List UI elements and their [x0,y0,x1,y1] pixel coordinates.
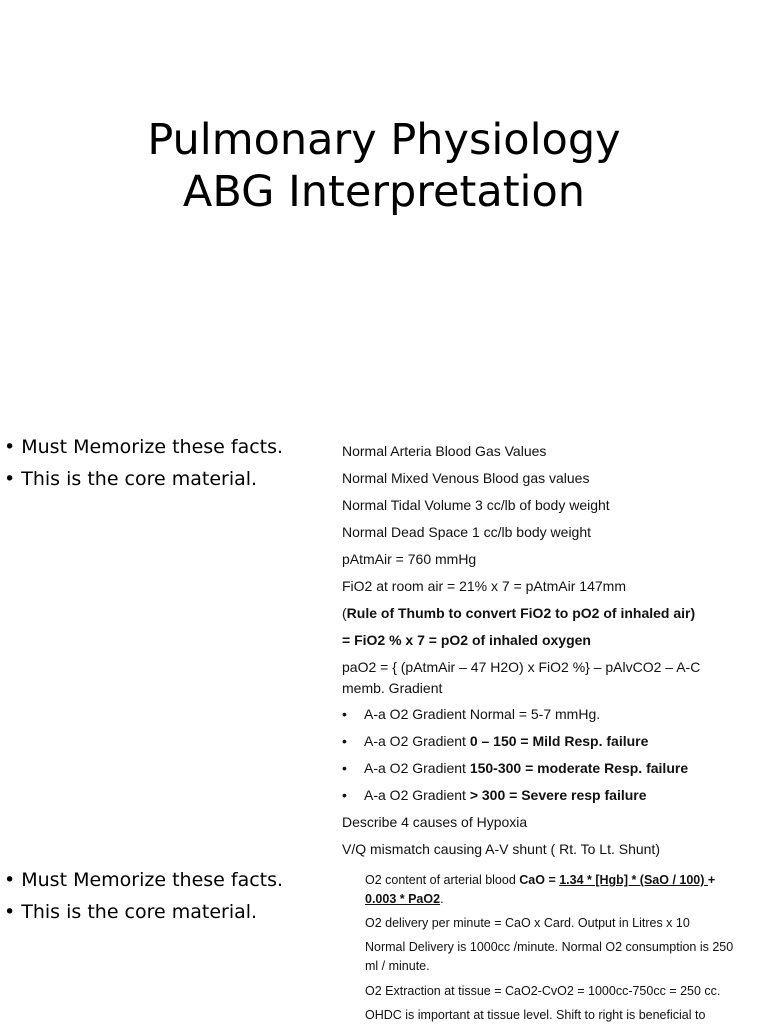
left-bullet-list [4,431,283,495]
o2-content-line: O2 content of arterial blood CaO = 1.34 * [Hgb] * (SaO / 100) + 0.003 * PaO2. [365,873,716,906]
fact-line: pAtmAir = 760 mmHg [342,551,477,567]
slide-title-line-2: ABG Interpretation [182,167,586,217]
fact-line: FiO2 at room air = 21% x 7 = pAtmAir 147mm [342,578,626,594]
bullet-text: Must Memorize these facts. [21,436,284,458]
fact-line: V/Q mismatch causing A-V shunt ( Rt. To Lt. Shunt) [342,841,660,857]
bullet-text: Must Memorize these facts. [21,869,284,891]
fact-line: paO2 = { (pAtmAir – 47 H2O) x FiO2 %} – pAlvCO2 – A-C memb. Gradient [342,659,701,696]
bullet-text: This is the core material. [21,901,258,923]
extraction-line: O2 Extraction at tissue = CaO2-CvO2 = 1000cc-750cc = 250 cc. [365,984,721,998]
bullet-item: • This is the core material. [4,468,258,490]
fact-line: = FiO2 % x 7 = pO2 of inhaled oxygen [342,632,591,648]
bullet-item: • Must Memorize these facts. [4,869,284,891]
left-bullet-list [4,864,283,928]
bullet-item: • This is the core material. [4,901,258,923]
fact-line: Normal Tidal Volume 3 cc/lb of body weight [342,497,610,513]
fact-line: Normal Mixed Venous Blood gas values [342,470,590,486]
rule-bold: Rule of Thumb to convert FiO2 to pO2 of inhaled air) [346,605,696,621]
normal-delivery-line: Normal Delivery is 1000cc /minute. Normal O2 consumption is 250 ml / minute. [365,940,734,973]
slide-title-line-1: Pulmonary Physiology [147,115,621,165]
bullet-item: • Must Memorize these facts. [4,436,284,458]
fact-line: Describe 4 causes of Hypoxia [342,814,528,830]
bullet-text: This is the core material. [21,468,258,490]
ohdc-line: OHDC is important at tissue level. Shift to right is beneficial to [365,1008,706,1022]
fact-line: Normal Arteria Blood Gas Values [342,443,547,459]
fact-line [342,605,695,621]
delivery-line: O2 delivery per minute = CaO x Card. Output in Litres x 10 [365,916,690,930]
rule-prefix: ( [342,605,347,621]
fact-line: Normal Dead Space 1 cc/lb body weight [342,524,592,540]
